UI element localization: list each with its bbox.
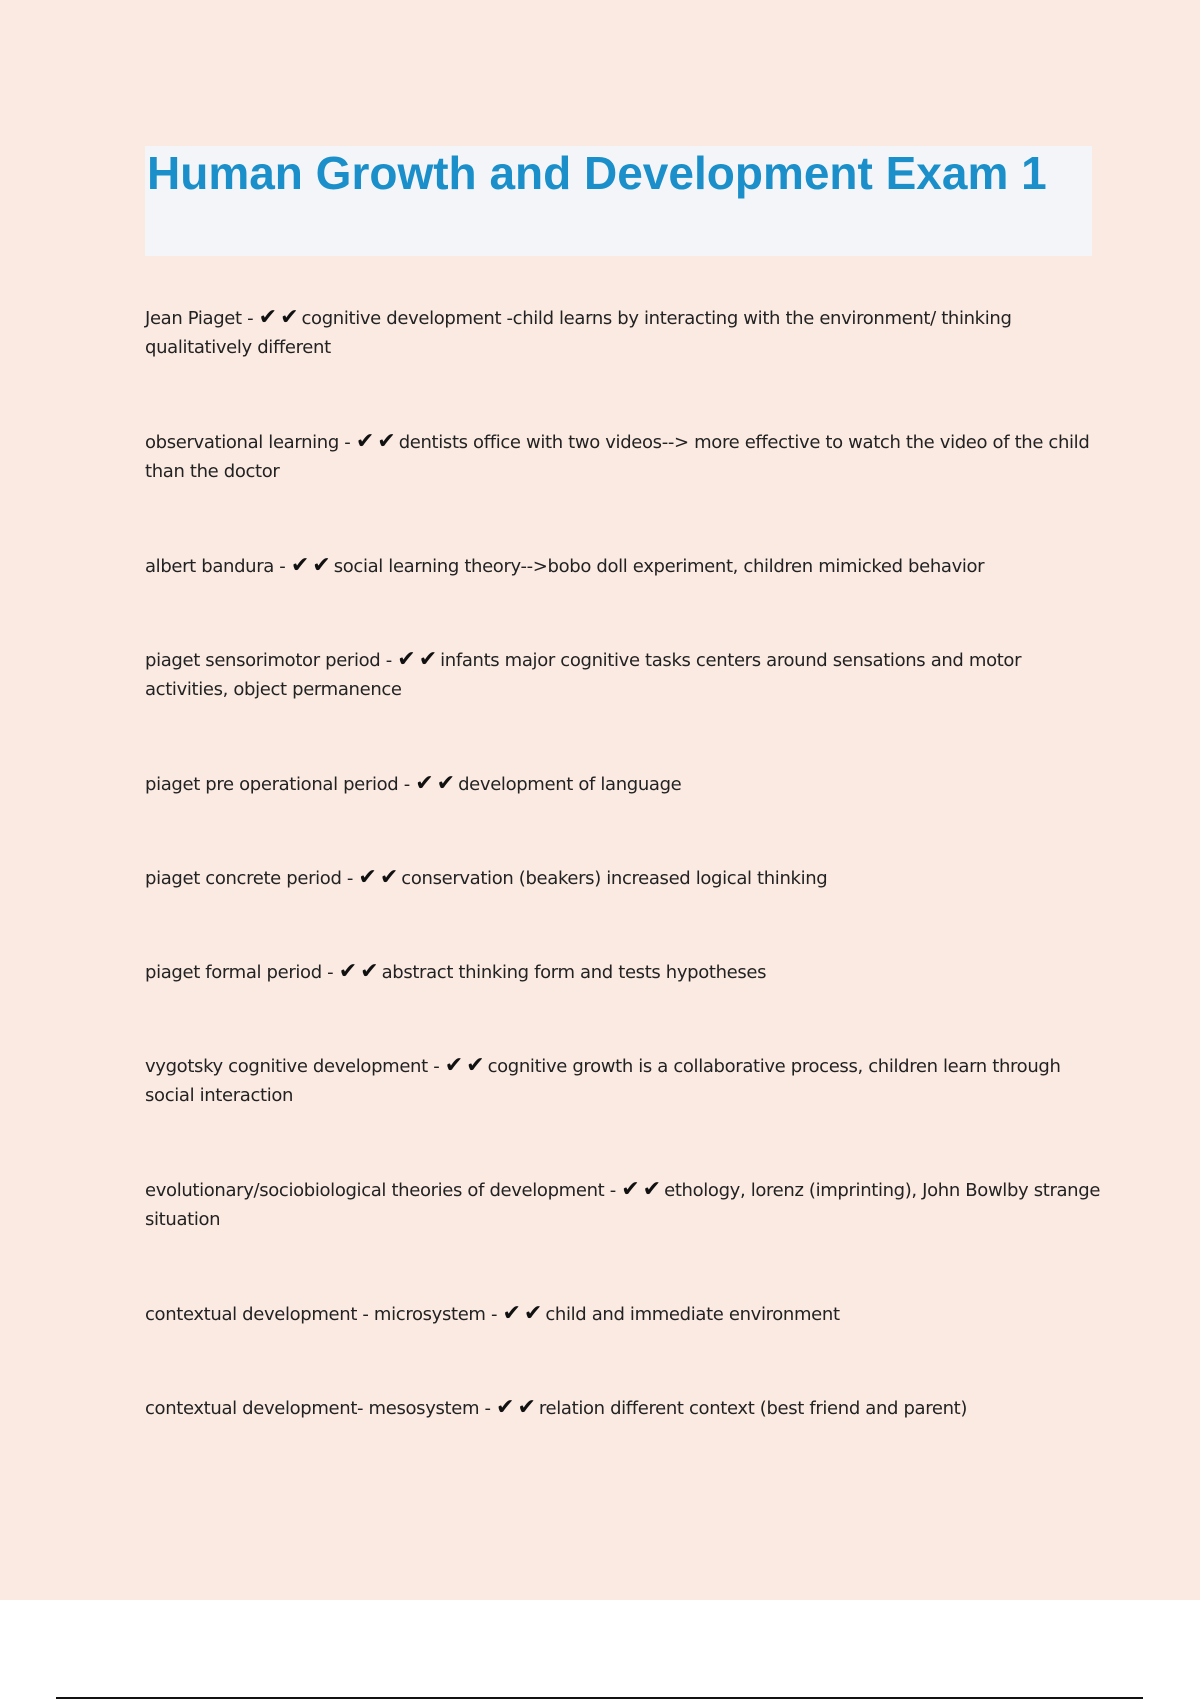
entry-term: evolutionary/sociobiological theories of development - bbox=[145, 1180, 622, 1201]
entry-term: contextual development- mesosystem - bbox=[145, 1398, 497, 1419]
entry-definition: child and immediate environment bbox=[545, 1304, 840, 1325]
check-mark-icon: ✔✔ bbox=[496, 1395, 539, 1420]
check-mark-icon: ✔✔ bbox=[415, 771, 459, 796]
list-item bbox=[145, 427, 1105, 486]
check-mark-icon: ✔✔ bbox=[621, 1177, 665, 1202]
list-item bbox=[145, 1175, 1105, 1234]
entry-term: contextual development - microsystem - bbox=[145, 1304, 503, 1325]
entry-term: observational learning - bbox=[145, 432, 356, 453]
entry-definition: abstract thinking form and tests hypotheses bbox=[381, 962, 767, 983]
entry-definition: infants major cognitive tasks centers around sensations and motor activities, object permanence bbox=[145, 650, 1022, 700]
check-mark-icon: ✔✔ bbox=[355, 429, 399, 454]
list-item bbox=[145, 863, 1105, 893]
check-mark-icon: ✔✔ bbox=[338, 959, 382, 984]
list-item bbox=[145, 769, 1105, 799]
entry-term: piaget formal period - bbox=[145, 962, 339, 983]
entry-definition: development of language bbox=[458, 774, 682, 795]
list-item bbox=[145, 645, 1105, 704]
check-mark-icon: ✔✔ bbox=[358, 865, 402, 890]
check-mark-icon: ✔✔ bbox=[397, 647, 441, 672]
entry-definition: conservation (beakers) increased logical thinking bbox=[401, 868, 828, 889]
entry-term: piaget sensorimotor period - bbox=[145, 650, 398, 671]
entry-definition: cognitive growth is a collaborative process, children learn through social interaction bbox=[145, 1056, 1061, 1106]
entry-definition: dentists office with two videos--> more effective to watch the video of the child than the doctor bbox=[145, 432, 1090, 482]
check-mark-icon: ✔✔ bbox=[290, 553, 334, 578]
list-item bbox=[145, 1051, 1105, 1110]
check-mark-icon: ✔✔ bbox=[502, 1301, 546, 1326]
list-item bbox=[145, 551, 1105, 581]
entry-definition: ethology, lorenz (imprinting), John Bowlby strange situation bbox=[145, 1180, 1101, 1230]
entry-term: albert bandura - bbox=[145, 556, 291, 577]
footer-divider bbox=[56, 1697, 1143, 1699]
list-item bbox=[145, 1393, 1105, 1423]
list-item bbox=[145, 303, 1105, 362]
entry-definition: relation different context (best friend and parent) bbox=[538, 1398, 968, 1419]
entry-definition: social learning theory-->bobo doll experiment, children mimicked behavior bbox=[333, 556, 985, 577]
entry-term: vygotsky cognitive development - bbox=[145, 1056, 445, 1077]
check-mark-icon: ✔✔ bbox=[444, 1053, 488, 1078]
entry-definition: cognitive development -child learns by interacting with the environment/ thinking qualitatively different bbox=[145, 308, 1012, 358]
check-mark-icon: ✔✔ bbox=[258, 305, 302, 330]
entry-term: piaget concrete period - bbox=[145, 868, 359, 889]
list-item bbox=[145, 957, 1105, 987]
flashcard-list bbox=[145, 303, 1105, 1487]
document-title: Human Growth and Development Exam 1 bbox=[147, 147, 1047, 199]
entry-term: piaget pre operational period - bbox=[145, 774, 416, 795]
entry-term: Jean Piaget - bbox=[145, 308, 259, 329]
list-item bbox=[145, 1299, 1105, 1329]
